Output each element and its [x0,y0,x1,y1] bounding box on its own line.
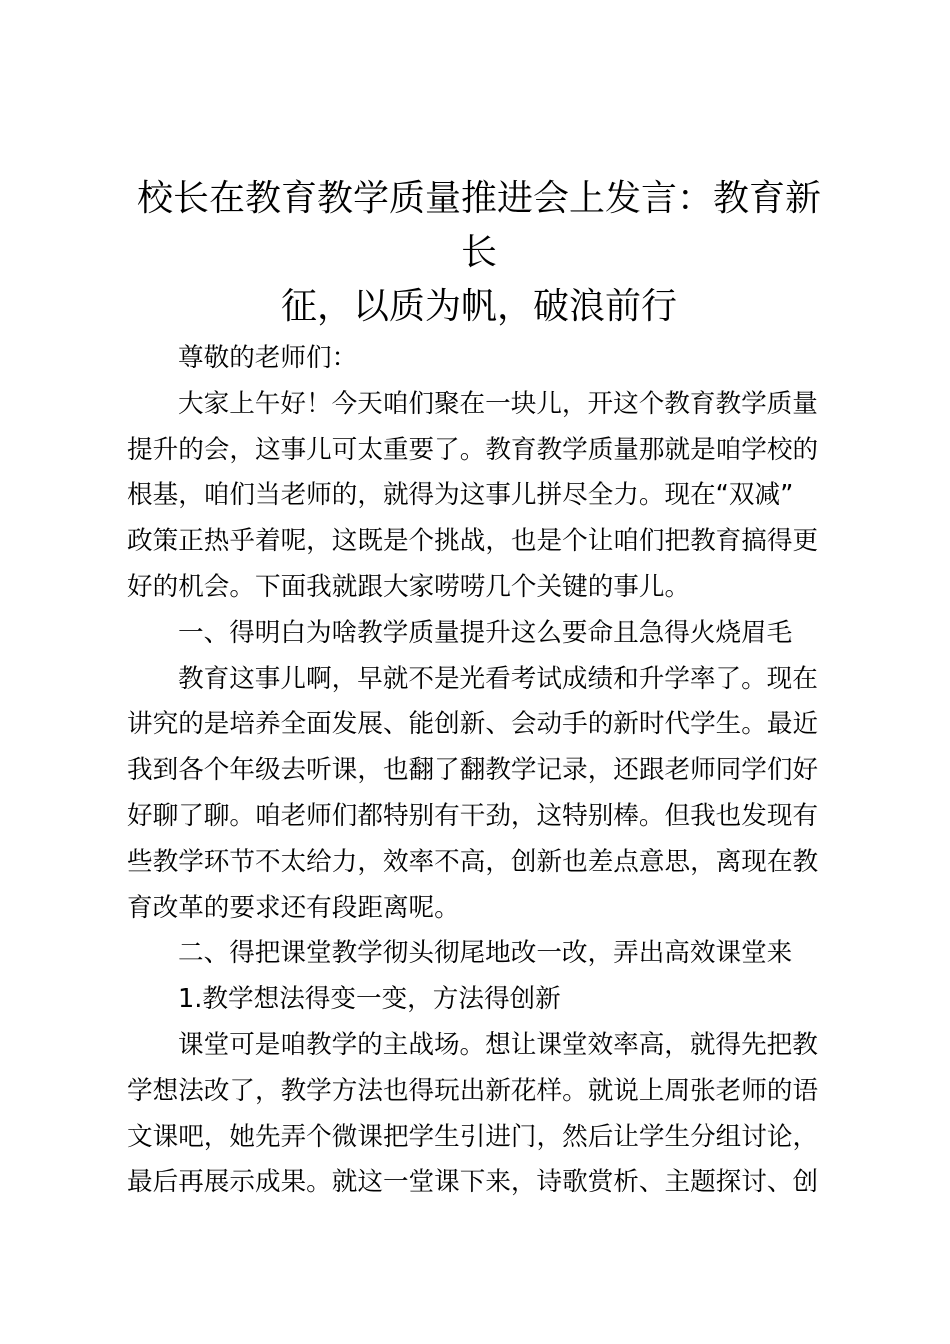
paragraph-line: 根基，咱们当老师的，就得为这事儿拼尽全力。现在“双减” [127,480,794,511]
paragraph-line: 大家上午好！今天咱们聚在一块儿，开这个教育教学质量 [178,388,818,419]
paragraph-line: 育改革的要求还有段距离呢。 [127,892,460,923]
paragraph-line: 尊敬的老师们： [178,343,358,373]
paragraph-line: 二、得把课堂教学彻头彻尾地改一改，弄出高效课堂来 [178,938,793,969]
document-page [127,172,831,1206]
paragraph-line: 好聊了聊。咱老师们都特别有干劲，这特别棒。但我也发现有 [127,800,819,831]
paragraph-line: 最后再展示成果。就这一堂课下来，诗歌赏析、主题探讨、创 [127,1167,819,1198]
paragraph-line: 课堂可是咱教学的主战场。想让课堂效率高，就得先把教 [178,1029,818,1060]
paragraph-line: 些教学环节不太给力，效率不高，创新也差点意思，离现在教 [127,846,819,877]
paragraph-line: 学想法改了，教学方法也得玩出新花样。就说上周张老师的语 [127,1075,819,1106]
paragraph-line: 文课吧，她先弄个微课把学生引进门，然后让学生分组讨论， [127,1121,819,1152]
document-body [127,336,831,1206]
document-title [127,172,831,334]
title-line-1: 校长在教育教学质量推进会上发言：教育新长 [136,178,821,273]
paragraph-line: 教育这事儿啊，早就不是光看考试成绩和升学率了。现在 [178,663,818,694]
title-line-2: 征，以质为帆，破浪前行 [280,286,677,327]
paragraph-line: 好的机会。下面我就跟大家唠唠几个关键的事儿。 [127,571,691,602]
paragraph-line: 一、得明白为啥教学质量提升这么要命且急得火烧眉毛 [178,617,793,648]
paragraph-line: 我到各个年级去听课，也翻了翻教学记录，还跟老师同学们好 [127,755,819,786]
paragraph-line: 1.教学想法得变一变，方法得创新 [178,984,561,1015]
paragraph-line: 讲究的是培养全面发展、能创新、会动手的新时代学生。最近 [127,709,819,740]
paragraph-line: 提升的会，这事儿可太重要了。教育教学质量那就是咱学校的 [127,434,819,465]
paragraph-line: 政策正热乎着呢，这既是个挑战，也是个让咱们把教育搞得更 [127,526,819,557]
